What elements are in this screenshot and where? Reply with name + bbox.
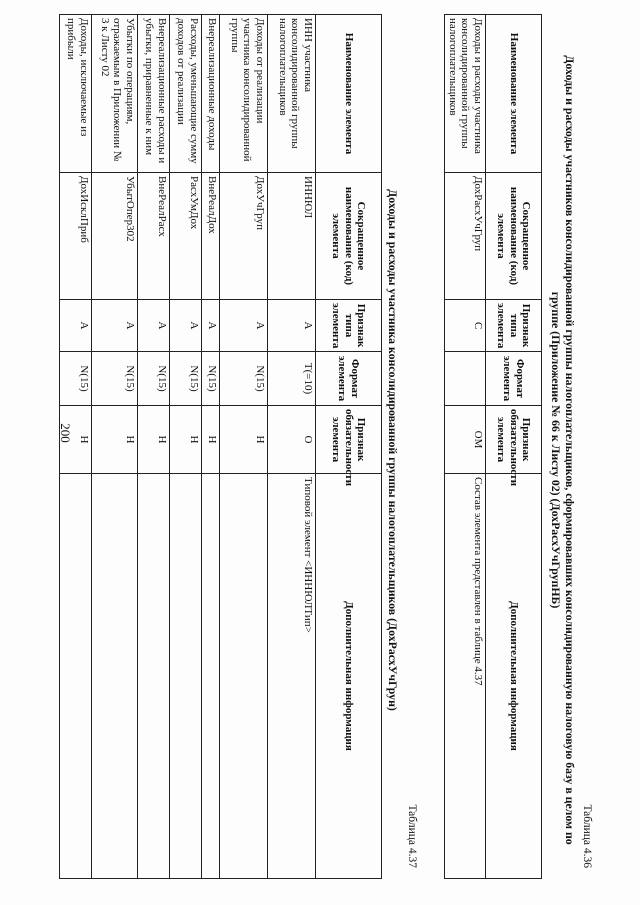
cell-format: N(15) — [170, 352, 202, 406]
cell-required: О — [268, 406, 316, 474]
table-4-37-title: Доходы и расходы участника консолидированной группы налогоплательщиков (ДохРасхУчГрун) — [386, 189, 400, 711]
cell-format: T(=10) — [268, 352, 316, 406]
column-header-code: Сокращенное наименование (код) элемента — [316, 173, 382, 300]
cell-format: N(15) — [220, 352, 268, 406]
cell-type: А — [92, 300, 138, 352]
cell-type: А — [138, 300, 170, 352]
cell-info: Типовой элемент <ИННЮЛТип> — [268, 474, 316, 879]
cell-format — [445, 352, 486, 406]
table-4-36 — [445, 14, 543, 879]
cell-code: ДохИсклПриб — [60, 173, 92, 300]
column-header-code: Сокращенное наименование (код) элемента — [486, 173, 542, 300]
table-4-36-header-row — [486, 15, 542, 879]
cell-info — [202, 474, 220, 879]
table-row — [220, 15, 268, 879]
cell-type: А — [170, 300, 202, 352]
table-4-37-label: Таблица 4.37 — [406, 804, 418, 868]
column-header-type: Признак типа элемента — [316, 300, 382, 352]
column-header-name: Наименование элемента — [486, 15, 542, 173]
cell-required: Н — [170, 406, 202, 474]
cell-required: Н — [220, 406, 268, 474]
column-header-info: Дополнительная информация — [316, 474, 382, 879]
table-4-36-title: Доходы и расходы участников консолидированной группы налогоплательщиков, сформировавших консолидированную налоговую базу в целом по группе (Приложение № 66 к Листу 02) (ДохРасхУчГрупНБ) — [549, 55, 577, 845]
cell-name: ИНН участника консолидированной группы налогоплательщиков — [268, 15, 316, 173]
cell-format: N(15) — [92, 352, 138, 406]
cell-code: ВнеРеалДох — [202, 173, 220, 300]
cell-type: А — [202, 300, 220, 352]
cell-name: Расходы, уменьшающие сумму доходов от реализации — [170, 15, 202, 173]
cell-info — [60, 474, 92, 879]
cell-code: ВнеРеалРасх — [138, 173, 170, 300]
cell-required: Н — [92, 406, 138, 474]
cell-info: Состав элемента представлен в таблице 4.37 — [445, 474, 486, 879]
cell-code: ДохРасхУчГруп — [445, 173, 486, 300]
cell-required: Н — [60, 406, 92, 474]
table-row — [170, 15, 202, 879]
cell-name: Доходы, исключаемые из прибыли — [60, 15, 92, 173]
cell-name: Убытки по операциям, отражаемым в Приложении № 3 к Листу 02 — [92, 15, 138, 173]
cell-info — [170, 474, 202, 879]
cell-name: Внереализационные доходы — [202, 15, 220, 173]
page-number: 200 — [58, 423, 73, 443]
column-header-format: Формат элемента — [486, 352, 542, 406]
cell-type: А — [220, 300, 268, 352]
table-row — [60, 15, 92, 879]
cell-info — [220, 474, 268, 879]
cell-type: А — [60, 300, 92, 352]
cell-code: ИННЮЛ — [268, 173, 316, 300]
cell-type: С — [445, 300, 486, 352]
column-header-format: Формат элемента — [316, 352, 382, 406]
column-header-required: Признак обязательности элемента — [486, 406, 542, 474]
column-header-name: Наименование элемента — [316, 15, 382, 173]
cell-required: Н — [138, 406, 170, 474]
cell-info — [92, 474, 138, 879]
table-row — [202, 15, 220, 879]
column-header-required: Признак обязательности элемента — [316, 406, 382, 474]
table-4-36-label: Таблица 4.36 — [581, 804, 593, 868]
column-header-type: Признак типа элемента — [486, 300, 542, 352]
table-row — [92, 15, 138, 879]
cell-type: А — [268, 300, 316, 352]
cell-name: Доходы от реализации участника консолидированной группы — [220, 15, 268, 173]
cell-format: N(15) — [138, 352, 170, 406]
cell-code: УбытОпер302 — [92, 173, 138, 300]
cell-format: N(15) — [60, 352, 92, 406]
table-row — [445, 15, 486, 879]
table-row — [268, 15, 316, 879]
column-header-info: Дополнительная информация — [486, 474, 542, 879]
table-4-37-header-row — [316, 15, 382, 879]
cell-info — [138, 474, 170, 879]
table-row — [138, 15, 170, 879]
cell-name: Доходы и расходы участника консолидированной группы налогоплательщиков — [445, 15, 486, 173]
cell-name: Внереализационные расходы и убытки, приравненные к ним — [138, 15, 170, 173]
cell-required: ОМ — [445, 406, 486, 474]
cell-format: N(15) — [202, 352, 220, 406]
cell-code: ДохУчГруп — [220, 173, 268, 300]
cell-required: Н — [202, 406, 220, 474]
cell-code: РасхУмДох — [170, 173, 202, 300]
table-4-37 — [59, 14, 382, 879]
